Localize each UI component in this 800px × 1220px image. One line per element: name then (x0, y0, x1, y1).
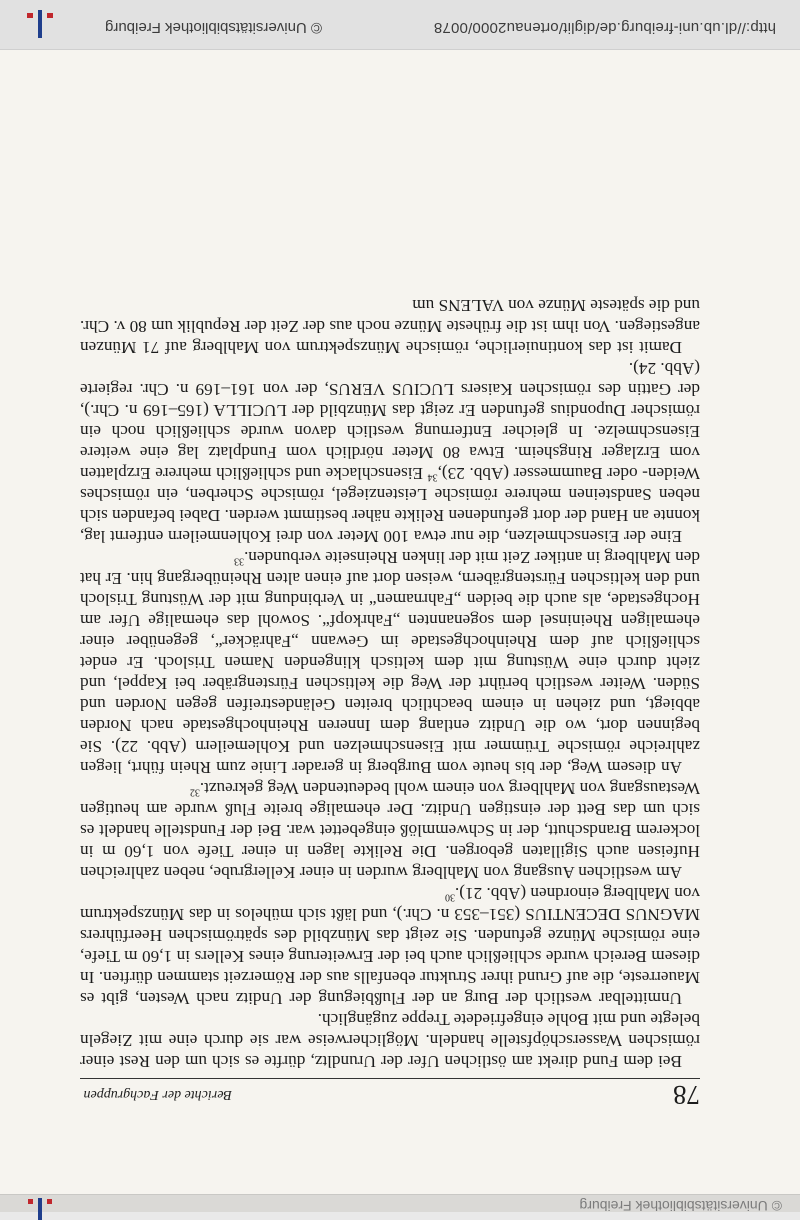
library-logo-icon (22, 1190, 58, 1220)
footnote-ref[interactable]: 33 (234, 555, 245, 567)
permalink-url[interactable]: http://dl.ub.uni-freiburg.de/diglit/ortenau2000/0078 (433, 19, 776, 36)
paragraph-5: Eine der Eisenschmelzen, die nur etwa 100 Meter von drei Kohlenmeilern entfernt lag, konnte an Hand der dort gefundenen Relikte näher bestimmt werden. Dabei befanden sich neben Sandsteinen mehrere römische Leistenziegel, römische Scherben, ein römisches Weiden- oder Baummesser (Abb. 23),$^{34}$ Eisenschlacke und schließlich mehrere Erzplatten vom Erzlager Ringsheim. Etwa 80 Meter nördlich vom Fundplatz lag eine weitere Eisenschmelze. In gleicher Entfernung westlich davon wurde schließlich noch ein römischer Dupondius gefunden Er zeigt das Münzbild der LUCILLA (165–169 n. Chr.), der Gattin des römischen Kaisers LUCIUS VERUS, der von 161–169 n. Chr. regierte (Abb. 24). (80, 359, 700, 546)
running-head: Berichte der Fachgruppen (83, 1087, 232, 1102)
paragraph-4: An diesem Weg, der bis heute vom Burgberg in gerader Linie zum Rhein führt, liegen zahlreiche römische Trümmer mit Eisenschmelzen und Kohlemeilern (Abb. 22). Sie beginnen dort, wo die Unditz entlang dem Inneren Rheinhochgestade nach Norden abbiegt, und ziehen in einem beachtlich breiten Geländestreifen gegen Norden und Süden. Weiter westlich berührt der Weg die keltischen Fürstengräber bei Kappel, und zieht durch eine Wüstung mit dem keltisch klingenden Namen Trisloch. Er endet schließlich auf dem Rheinhochgestade im Gewann „Fahräcker“, gegenüber einer ehemaligen Rheininsel dem sogenannten „Fahrkopf“. Sowohl das ehemalige Ufer am Hochgestade, als auch die beiden „Fahrnamen“ in Verbindung mit der Wüstung Trisloch und den keltischen Fürstengräbern, weisen dort auf einen alten Rheinübergang hin. Er hat den Mahlberg in antiker Zeit mit der linken Rheinseite verbunden.$^{33}$ (80, 548, 700, 777)
footer-credit: © Universitätsbibliothek Freiburg (105, 19, 322, 36)
header-rule (80, 1078, 700, 1079)
paragraph-3: Am westlichen Ausgang von Mahlberg wurden in einer Kellergrube, neben zahlreichen Hufeisen auch Sigillaten geborgen. Die Relikte lagen in einer Tiefe von 1,60 m in lockerem Brandschutt, der in Schwemmlöß eingebettet war. Bei der Fundstelle handelt es sich um das Bett der einstigen Unditz. Der ehemalige breite Fluß wurde am heutigen Westausgang von Mahlberg von einem wohl bedeutenden Weg gekreuzt.$^{32}$ (80, 779, 700, 882)
library-logo-icon (22, 14, 58, 44)
page-header (80, 1074, 700, 1114)
page-number: 78 (673, 1080, 700, 1110)
paragraph-1: Bei dem Fund direkt am östlichen Ufer der Urundltz, dürfte es sich um den Rest einer römischen Wasserschöpfstelle handeln. Möglicherweise war sie durch eine mit Ziegeln belegte und mit Bohle eingefriedete Treppe zugänglich. (80, 1010, 700, 1071)
footnote-ref[interactable]: 32 (189, 786, 200, 798)
top-credit: © Universitätsbibliothek Freiburg (579, 1198, 782, 1214)
paragraph-2: Unmittelbar westlich der Burg an der Flußbiegung der Unditz nach Westen, gibt es Mauerreste, die auf Grund ihrer Struktur ebenfalls aus der Römerzeit stammen dürften. In diesem Bereich wurde schließlich auch bei der Erweiterung eines Kellers in 1,60 m Tiefe, eine römische Münze gefunden. Sie zeigt das Münzbild des spätrömischen Heerführers MAGNUS DECENTIUS (351–353 n. Chr.), und läßt sich mühelos in das Münzspektrum von Mahlberg einordnen (Abb. 21).$^{30}$ (80, 884, 700, 1008)
viewer-top-bar (0, 1194, 800, 1212)
paragraph-6: Damit ist das kontinuierliche, römische Münzspektrum von Mahlberg auf 71 Münzen angestiegen. Von ihm ist die früheste Münze noch aus der Zeit der Republik um 80 v. Chr. und die späteste Münze von VALENS um (80, 296, 700, 357)
body-text (80, 295, 700, 1072)
footnote-ref[interactable]: 30 (444, 891, 455, 903)
footnote-ref[interactable]: 34 (427, 471, 438, 483)
